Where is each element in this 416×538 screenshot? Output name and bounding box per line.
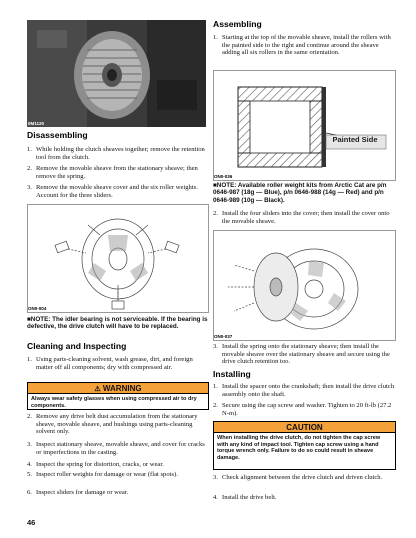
step-number: 1.	[213, 34, 218, 41]
cover-sheave-drawing	[214, 231, 397, 342]
step-text: Starting at the top of the movable sheave, install the rollers with the painted side to the right and continue around the sheave adding all six rollers in the same orientation.	[222, 34, 391, 57]
figure-2-caption: ON0-036	[214, 174, 233, 179]
installing-heading: Installing	[213, 369, 251, 379]
step-text: Inspect the spring for distortion, cracks, or wear.	[36, 461, 164, 468]
sheave-sliders-drawing	[28, 205, 210, 314]
step-number: 6.	[27, 489, 32, 496]
warning-header	[28, 383, 208, 394]
disassembling-heading: Disassembling	[27, 130, 88, 140]
roller-weights-note: ■NOTE: Available roller weight kits from Arctic Cat are p/n 0646-987 (18g — Blue), p/n 0646-988 (14g — Red) and p/n 0646-989 (10g — Black).	[213, 182, 387, 204]
sheave-sliders-figure	[27, 204, 209, 313]
step-text: Inspect roller weights for damage or wear (flat spots).	[36, 471, 178, 478]
step-number: 2.	[213, 402, 218, 409]
step-number: 2.	[213, 210, 218, 217]
step-number: 3.	[213, 474, 218, 481]
step-text: Remove any drive belt dust accumulation from the stationary sheave, movable sheave, and bushings using parts-cleaning solvent only.	[36, 413, 198, 436]
step-text: Inspect sliders for damage or wear.	[36, 489, 129, 496]
step-number: 4.	[213, 494, 218, 501]
step-number: 1.	[27, 146, 32, 153]
assembling-heading: Assembling	[213, 19, 262, 29]
warning-body: Always wear safety glasses when using compressed air to dry components.	[31, 396, 197, 409]
caution-box	[213, 421, 396, 470]
step-number: 2.	[27, 413, 32, 420]
step-text: Install the spacer onto the crankshaft; then install the drive clutch assembly onto the shaft.	[222, 383, 395, 398]
step-number: 3.	[213, 343, 218, 350]
step-number: 3.	[27, 184, 32, 191]
figure-3-caption: ON0-037	[214, 334, 233, 339]
cover-sheave-figure	[213, 230, 396, 341]
step-number: 2.	[27, 165, 32, 172]
step-text: While holding the clutch sheaves together; remove the retention tool from the clutch.	[36, 146, 205, 161]
clutch-photo	[27, 20, 206, 127]
step-text: Inspect stationary sheave, movable sheave, and cover for cracks or imperfections in the casting.	[36, 441, 205, 456]
step-number: 1.	[213, 383, 218, 390]
step-text: Install the four sliders into the cover; then install the cover onto the movable sheave.	[222, 210, 390, 225]
assembling-step-3	[213, 343, 395, 366]
cleaning-step-2	[27, 413, 209, 436]
installing-step-2	[213, 402, 395, 417]
caution-title: CAUTION	[286, 423, 323, 432]
page-number: 46	[27, 518, 36, 527]
disassembling-step-1	[27, 146, 209, 161]
clutch-photo-image	[27, 20, 206, 127]
step-number: 5.	[27, 471, 32, 478]
idler-bearing-note: ■NOTE: The idler bearing is not serviceable. If the bearing is defective, the drive clutch will have to be replaced.	[27, 316, 208, 331]
step-number: 4.	[27, 461, 32, 468]
roller-drawing	[214, 71, 397, 182]
roller-painted-side-figure	[213, 70, 396, 181]
step-text: Remove the movable sheave cover and the six roller weights. Account for the three sliders.	[36, 184, 198, 199]
installing-step-3	[213, 474, 395, 482]
installing-step-4	[213, 494, 395, 502]
step-text: Install the spring onto the stationary sheave; then install the movable sheave over the stationary sheave and secure using the drive clutch retention too.	[222, 343, 390, 366]
step-text: Install the drive belt.	[222, 494, 277, 501]
step-text: Check alignment between the drive clutch and driven clutch.	[222, 474, 383, 481]
step-number: 1.	[27, 356, 32, 363]
disassembling-step-3	[27, 184, 209, 199]
disassembling-step-2	[27, 165, 209, 180]
cleaning-step-5	[27, 471, 209, 479]
installing-step-1	[213, 383, 395, 398]
assembling-step-1	[213, 34, 395, 57]
painted-side-label: Painted Side	[332, 135, 378, 144]
figure-1-caption: ON0-004	[28, 306, 47, 311]
warning-icon: ⚠	[94, 386, 101, 393]
caution-body: When installing the drive clutch, do not tighten the cap screw with any kind of impact tool. Tighten cap screw using a hand torque wrench only. Failure to do so could result in sheave damage.	[217, 435, 381, 461]
step-text: Remove the movable sheave from the stationary sheave; then remove the spring.	[36, 165, 198, 180]
cleaning-step-6	[27, 489, 209, 497]
caution-header	[214, 422, 395, 433]
warning-box	[27, 382, 209, 410]
cleaning-step-3	[27, 441, 209, 456]
step-text: Using parts-cleaning solvent, wash grease, dirt, and foreign matter off all components; dry with compressed air.	[36, 356, 193, 371]
photo-caption: 0M1120	[28, 121, 45, 126]
cleaning-heading: Cleaning and Inspecting	[27, 341, 127, 351]
step-text: Secure using the cap screw and washer. Tighten to 20 ft-lb (27.2 N-m).	[222, 402, 392, 417]
cleaning-step-1	[27, 356, 209, 371]
step-number: 3.	[27, 441, 32, 448]
cleaning-step-4	[27, 461, 209, 469]
warning-title: WARNING	[102, 384, 142, 393]
assembling-step-2	[213, 210, 395, 225]
